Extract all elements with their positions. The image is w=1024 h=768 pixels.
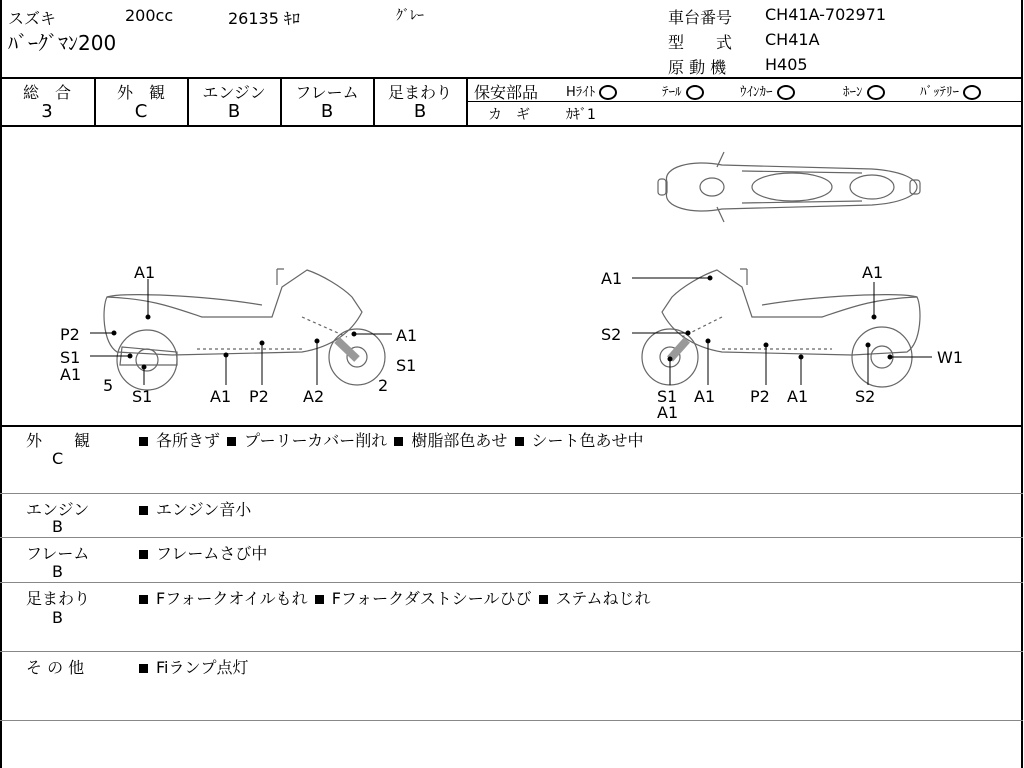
safety-item-horn [843,81,885,100]
safety-item-label: ｳｲﾝｶｰ [740,85,773,100]
diagram-label: S1 [657,387,678,406]
remark-category-suspension: 足まわり [26,589,91,608]
safety-item-label: ﾎｰﾝ [843,85,863,100]
color: ｸﾞﾚｰ [396,8,424,24]
remark-items-other [137,655,249,678]
diagram-label: A1 [862,263,884,282]
diagram-label: A1 [210,387,232,406]
grade-value-suspension: B [413,101,427,122]
ok-circle-icon [686,85,704,100]
model-type: CH41A [765,30,820,49]
diagram-label: S2 [855,387,876,406]
diagram-label: 5 [103,376,114,395]
diagram-label: W1 [937,348,963,367]
bullet-square-icon [139,437,148,446]
remark-item: フレームさび中 [156,544,268,563]
mileage: 26135 ｷﾛ [228,9,300,28]
ok-circle-icon [867,85,885,100]
diagram-label: A1 [60,365,82,384]
safety-item-label: ﾃｰﾙ [662,85,682,100]
remark-item: エンジン音小 [156,500,252,519]
diagram-label: S1 [396,356,417,375]
grade-label-engine: エンジン [202,83,266,102]
bullet-square-icon [139,506,148,515]
model-type-label: 型 式 [668,33,733,52]
rule-remarks-5 [0,720,1023,721]
engine-label: 原 動 機 [668,58,727,77]
rule-grades-mid [467,101,1023,102]
remark-items-engine [137,497,251,520]
diagram-label: P2 [249,387,269,406]
diagram-label: P2 [750,387,770,406]
bullet-square-icon [139,550,148,559]
remark-grade-engine: B [52,517,63,536]
safety-item-label: ﾊﾞｯﾃﾘｰ [920,85,959,100]
diagram-label: S1 [60,348,81,367]
diagram-label: S2 [601,325,622,344]
grade-label-frame: フレーム [295,83,359,102]
displacement: 200cc [125,6,174,25]
maker: スズキ [8,9,57,28]
rule-remarks-2 [0,537,1023,538]
ok-circle-icon [599,85,617,100]
rule-diagram-bottom [0,425,1023,427]
bullet-square-icon [315,595,324,604]
remark-category-frame: フレーム [26,544,90,563]
remark-item: シート色あせ中 [531,431,644,450]
rule-remarks-4 [0,651,1023,652]
model-name: ﾊﾞｰｸﾞﾏﾝ200 [8,31,117,55]
grade-label-suspension: 足まわり [387,83,452,102]
scooter-left-side-icon [104,269,385,390]
frame-no-label: 車台番号 [668,8,733,27]
rule-remarks-1 [0,493,1023,494]
bullet-square-icon [394,437,403,446]
remark-item: Fフォークオイルもれ [156,589,308,608]
diagram-label: P2 [60,325,80,344]
remark-category-engine: エンジン [26,500,90,519]
remark-items-exterior [137,428,644,451]
key-label: カ ギ [488,107,530,123]
remark-item: プーリーカバー削れ [244,431,388,450]
bullet-square-icon [515,437,524,446]
bullet-square-icon [227,437,236,446]
rule-header-bottom [0,77,1023,79]
remark-item: Fフォークダストシールひび [331,589,532,608]
grade-value-engine: B [227,101,241,122]
remark-grade-frame: B [52,562,63,581]
safety-item-battery [920,81,981,100]
remark-category-exterior: 外 観 [26,431,91,450]
remark-item: 樹脂部色あせ [411,431,508,450]
safety-item-headlight [566,81,617,100]
remark-item: ステムねじれ [555,589,651,608]
grade-label-overall: 総 合 [22,83,71,102]
bullet-square-icon [139,595,148,604]
diagram-label: A1 [601,269,623,288]
bullet-square-icon [139,664,148,673]
safety-item-winker [740,81,795,100]
bullet-square-icon [539,595,548,604]
safety-label: 保安部品 [474,83,539,102]
diagram-label: A1 [787,387,809,406]
key-value: ｶｷﾞ1 [566,107,596,123]
diagram-label: A1 [396,326,418,345]
remark-grade-suspension: B [52,608,63,627]
ok-circle-icon [777,85,795,100]
diagram-label: S1 [132,387,153,406]
remark-item: Fiランプ点灯 [156,658,249,677]
grade-value-overall: 3 [41,101,53,122]
diagram-label: A1 [134,263,156,282]
safety-item-tail [662,81,704,100]
remark-item: 各所きず [156,431,221,450]
frame-no: CH41A-702971 [765,5,887,24]
rule-remarks-3 [0,582,1023,583]
diagram-label: A1 [694,387,716,406]
grade-value-frame: B [320,101,334,122]
diagram-label: A2 [303,387,325,406]
ok-circle-icon [963,85,981,100]
safety-item-label: Hﾗｲﾄ [566,85,596,100]
diagram-label: A1 [657,403,679,422]
remark-items-suspension [137,586,650,609]
remark-items-frame [137,541,267,564]
grade-value-exterior: C [134,101,148,122]
diagram-label: 2 [378,376,389,395]
engine-code: H405 [765,55,808,74]
remark-grade-exterior: C [52,449,64,468]
scooter-right-side-icon [642,269,920,387]
scooter-top-view-icon [658,152,920,222]
remark-category-other: そ の 他 [26,658,85,677]
grade-label-exterior: 外 観 [116,83,165,102]
